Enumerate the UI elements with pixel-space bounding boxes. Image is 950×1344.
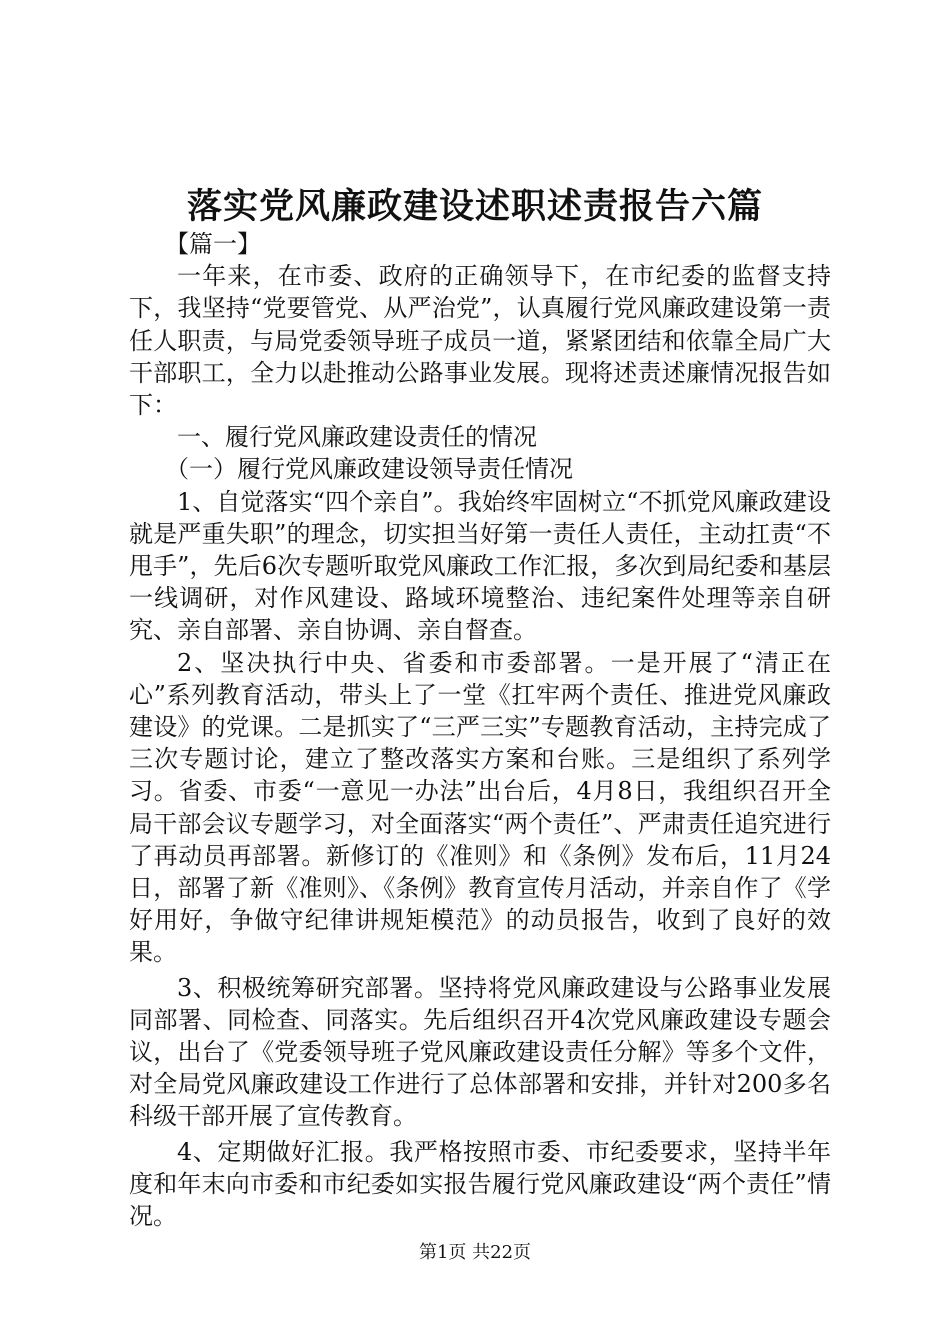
- page-footer: 第1页 共22页: [418, 1242, 532, 1263]
- heading-level-2: （一）履行党风廉政建设领导责任情况: [165, 455, 573, 484]
- paragraph-item-2: 2、坚决执行中央、省委和市委部署。一是开展了“清正在心”系列教育活动，带头上了一堂《扛牢两个责任、推进党风廉政建设》的党课。二是抓实了“三严三实”专题教育活动，主持完成了三次专题讨论，建立了整改落实方案和台账。三是组织了系列学习。省委、市委“一意见一办法”出台后，4月8日，我组织召开全局干部会议专题学习，对全面落实“两个责任”、严肃责任追究进行了再动员再部署。新修订的《准则》和《条例》发布后，11月24日，部署了新《准则》、《条例》教育宣传月活动，并亲自作了《学好用好，争做守纪律讲规矩模范》的动员报告，收到了良好的效果。: [129, 648, 831, 967]
- section-label: 【篇一】: [165, 230, 261, 258]
- document-body: [129, 228, 831, 1232]
- heading-level-1: 一、履行党风廉政建设责任的情况: [177, 423, 537, 452]
- paragraph-intro: 一年来，在市委、政府的正确领导下，在市纪委的监督支持下，我坚持“党要管党、从严治党”，认真履行党风廉政建设第一责任人职责，与局党委领导班子成员一道，紧紧团结和依靠全局广大干部职工，全力以赴推动公路事业发展。现将述责述廉情况报告如下：: [129, 262, 831, 420]
- paragraph-item-3: 3、积极统筹研究部署。坚持将党风廉政建设与公路事业发展同部署、同检查、同落实。先后组织召开4次党风廉政建设专题会议，出台了《党委领导班子党风廉政建设责任分解》等多个文件，对全局党风廉政建设工作进行了总体部署和安排，并针对200多名科级干部开展了宣传教育。: [129, 973, 831, 1131]
- document-title: 落实党风廉政建设述职述责报告六篇: [186, 186, 763, 227]
- paragraph-item-1: 1、自觉落实“四个亲自”。我始终牢固树立“不抓党风廉政建设就是严重失职”的理念，切实担当好第一责任人责任，主动扛责“不甩手”，先后6次专题听取党风廉政工作汇报，多次到局纪委和基层一线调研，对作风建设、路域环境整治、违纪案件处理等亲自研究、亲自部署、亲自协调、亲自督查。: [129, 487, 831, 645]
- paragraph-item-4: 4、定期做好汇报。我严格按照市委、市纪委要求，坚持半年度和年末向市委和市纪委如实报告履行党风廉政建设“两个责任”情况。: [129, 1137, 831, 1231]
